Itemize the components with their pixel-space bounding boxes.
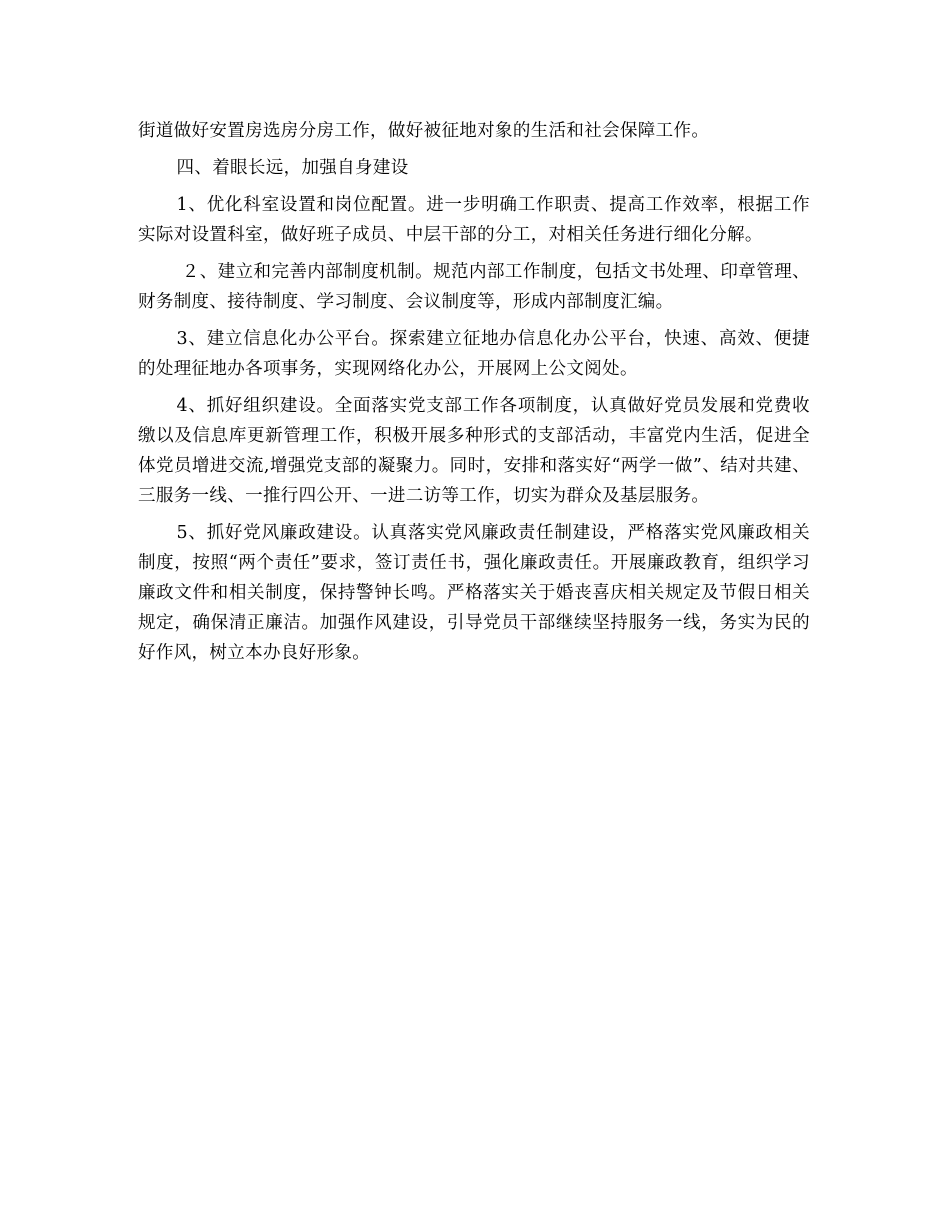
paragraph-item-2: ２、建立和完善内部制度机制。规范内部工作制度，包括文书处理、印章管理、财务制度、接待制度、学习制度、会议制度等，形成内部制度汇编。 [138,262,810,312]
paragraph-item-1: 1、优化科室设置和岗位配置。进一步明确工作职责、提高工作效率，根据工作实际对设置科室，做好班子成员、中层干部的分工，对相关任务进行细化分解。 [138,195,810,245]
paragraph-item-3: 3、建立信息化办公平台。探索建立征地办信息化办公平台，快速、高效、便捷的处理征地办各项事务，实现网络化办公，开展网上公文阅处。 [138,329,810,379]
paragraph-item-4: 4、抓好组织建设。全面落实党支部工作各项制度，认真做好党员发展和党费收缴以及信息库更新管理工作，积极开展多种形式的支部活动，丰富党内生活，促进全体党员增进交流,增强党支部的凝聚力。同时，安排和落实好“两学一做”、结对共建、三服务一线、一推行四公开、一进二访等工作，切实为群众及基层服务。 [138,396,810,506]
paragraph-continuation: 街道做好安置房选房分房工作，做好被征地对象的生活和社会保障工作。 [138,121,710,141]
paragraph-item-5: 5、抓好党风廉政建设。认真落实党风廉政责任制建设，严格落实党风廉政相关制度，按照“两个责任”要求，签订责任书，强化廉政责任。开展廉政教育，组织学习廉政文件和相关制度，保持警钟长鸣。严格落实关于婚丧喜庆相关规定及节假日相关规定，确保清正廉洁。加强作风建设，引导党员干部继续坚持服务一线，务实为民的好作风，树立本办良好形象。 [138,523,810,663]
document-body [138,116,810,675]
section-heading: 四、着眼长远，加强自身建设 [176,158,409,178]
